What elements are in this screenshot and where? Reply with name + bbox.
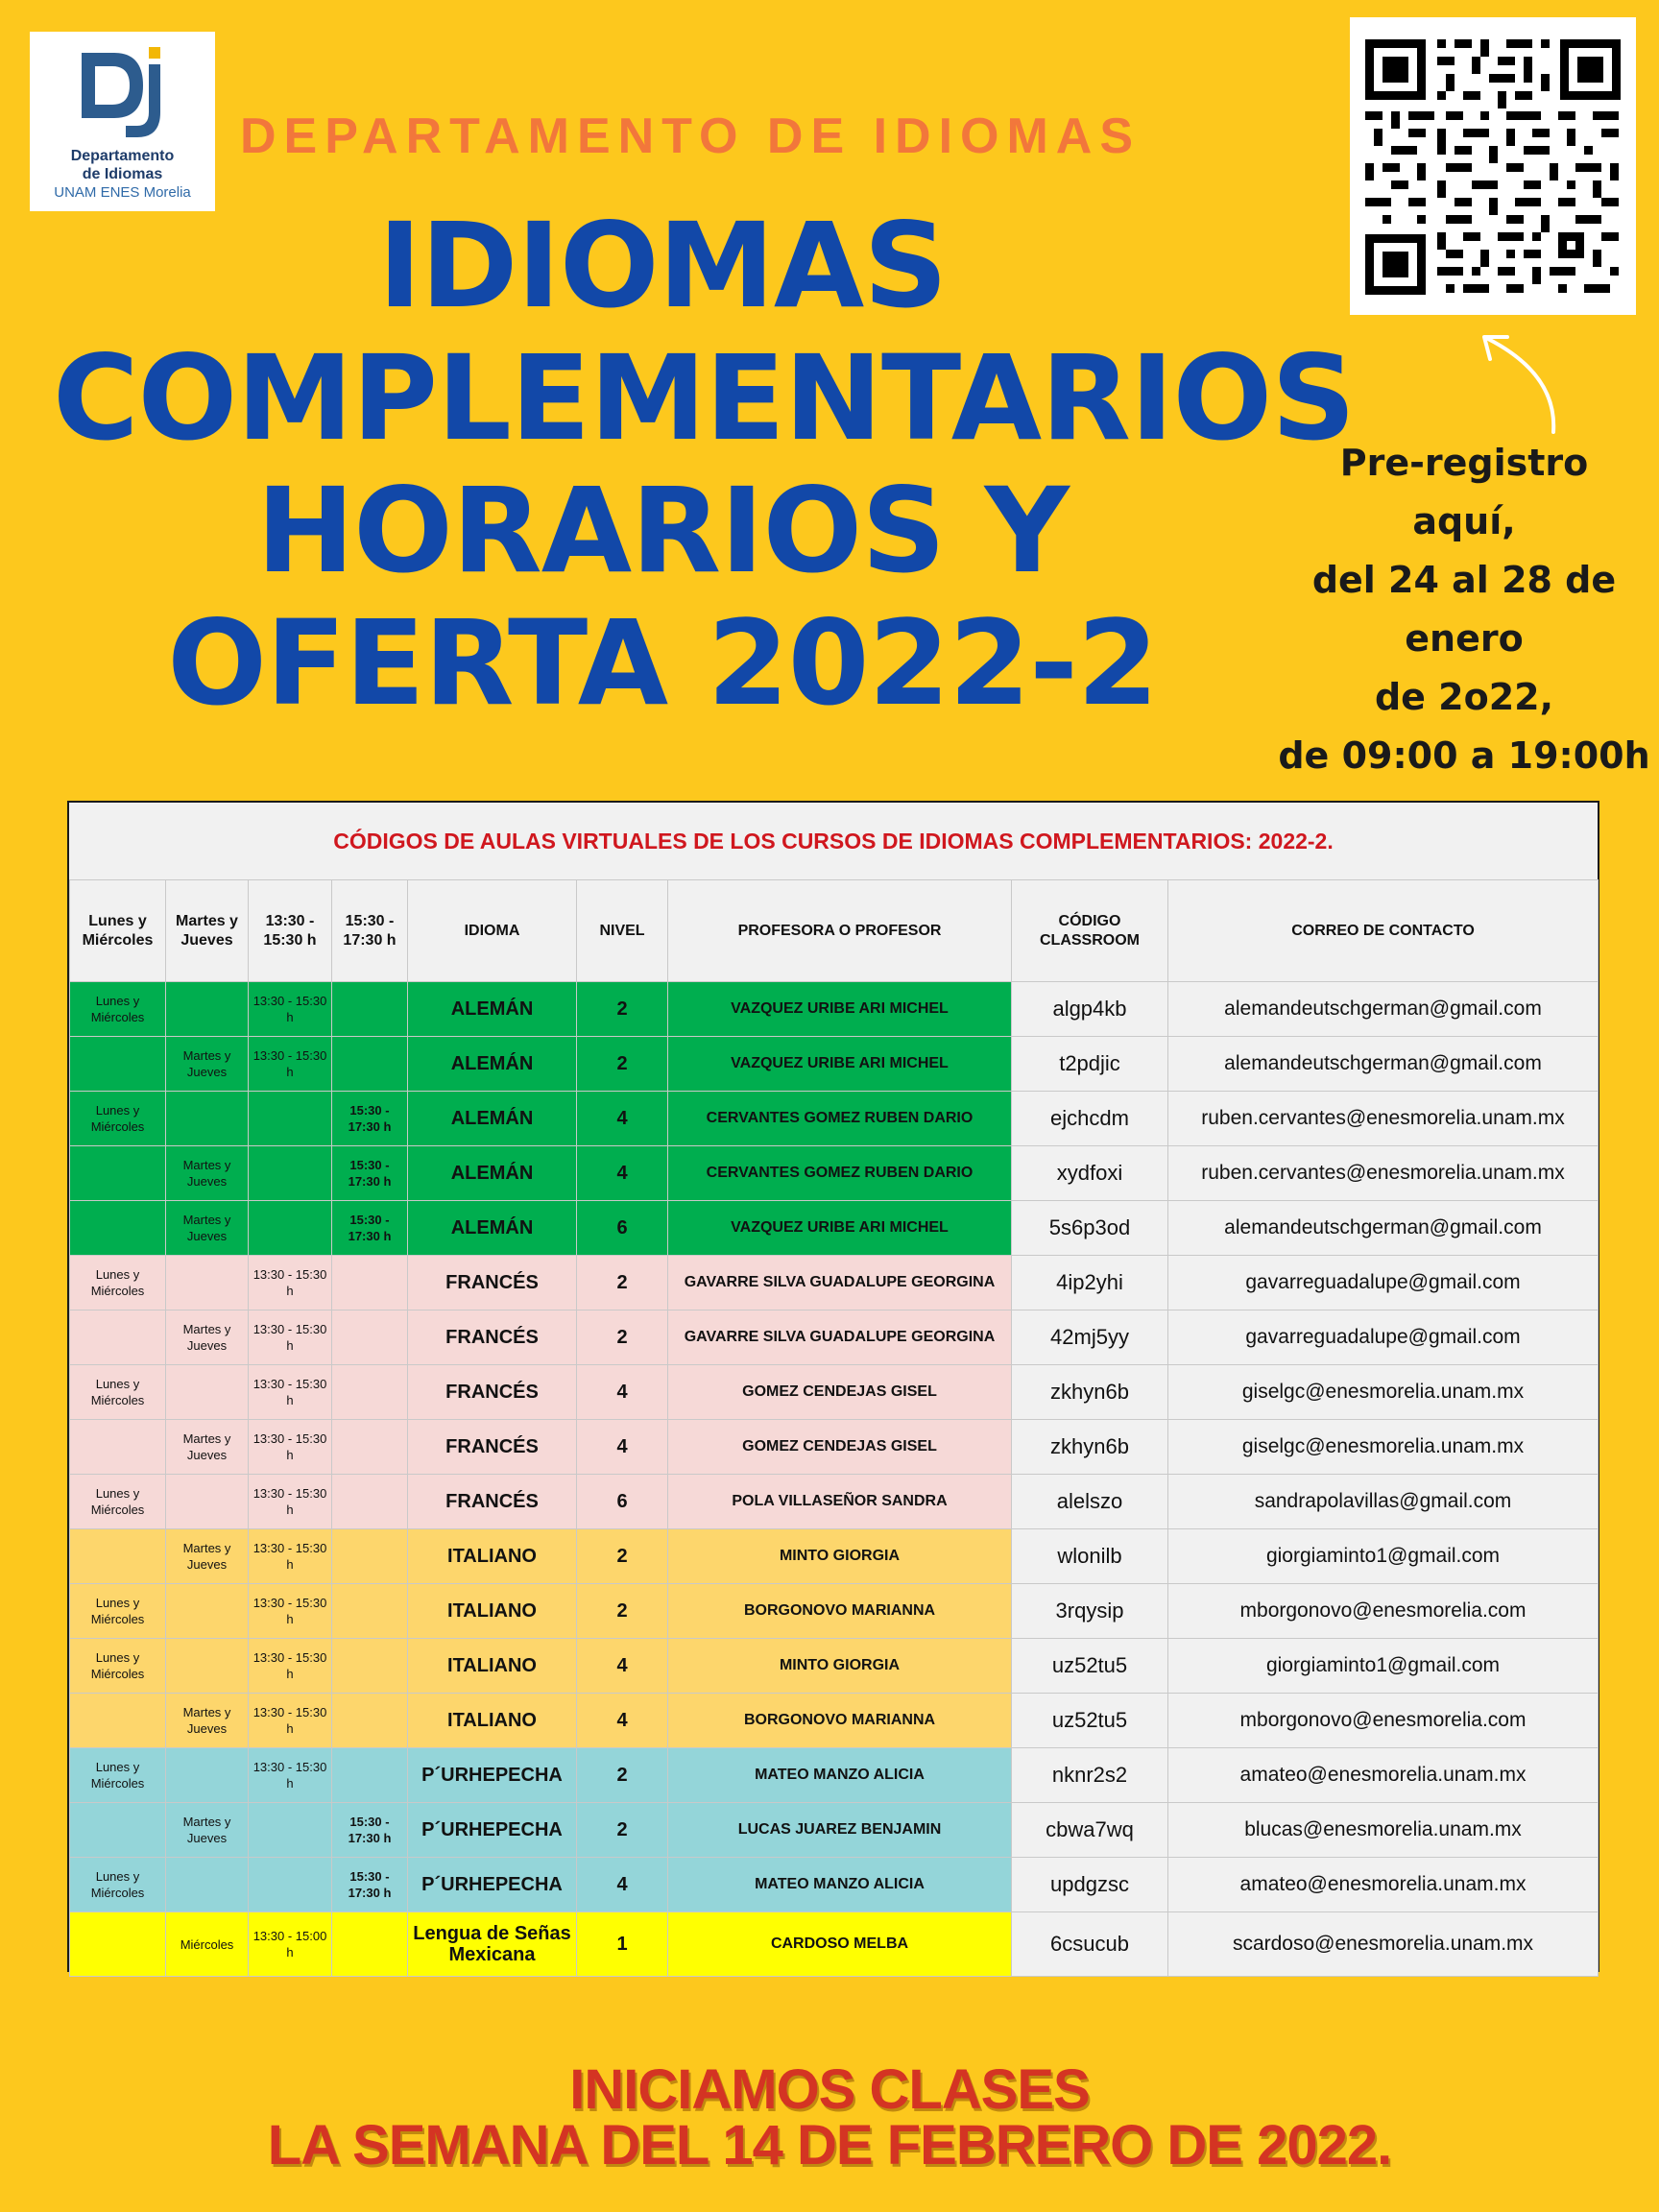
time-cell: 13:30 - 15:30 h — [249, 1748, 332, 1803]
teacher-cell: VAZQUEZ URIBE ARI MICHEL — [668, 982, 1012, 1037]
days-cell: Lunes y Miércoles — [70, 1256, 166, 1310]
contact-email-cell[interactable]: blucas@enesmorelia.unam.mx — [1168, 1803, 1599, 1858]
days-cell — [166, 982, 249, 1037]
language-cell: Lengua de Señas Mexicana — [408, 1912, 577, 1977]
time-cell — [249, 1146, 332, 1201]
teacher-cell: VAZQUEZ URIBE ARI MICHEL — [668, 1201, 1012, 1256]
curved-arrow-icon — [1479, 331, 1565, 437]
language-cell: P´URHEPECHA — [408, 1858, 577, 1912]
column-header: PROFESORA O PROFESOR — [668, 880, 1012, 982]
preregistration-line: enero — [1405, 617, 1524, 660]
column-header: 15:30 - 17:30 h — [332, 880, 408, 982]
classroom-code-cell[interactable]: 6csucub — [1012, 1912, 1168, 1977]
days-cell — [166, 1748, 249, 1803]
classroom-code-cell[interactable]: zkhyn6b — [1012, 1420, 1168, 1475]
table-row — [70, 982, 1599, 1037]
days-cell: Martes y Jueves — [166, 1201, 249, 1256]
days-cell — [70, 1529, 166, 1584]
level-cell: 4 — [577, 1420, 668, 1475]
days-cell: Martes y Jueves — [166, 1529, 249, 1584]
column-header: CÓDIGO CLASSROOM — [1012, 880, 1168, 982]
time-cell: 15:30 - 17:30 h — [332, 1803, 408, 1858]
classroom-code-cell[interactable]: 4ip2yhi — [1012, 1256, 1168, 1310]
level-cell: 2 — [577, 1748, 668, 1803]
table-row — [70, 1694, 1599, 1748]
classroom-code-cell[interactable]: updgzsc — [1012, 1858, 1168, 1912]
contact-email-cell[interactable]: ruben.cervantes@enesmorelia.unam.mx — [1168, 1092, 1599, 1146]
contact-email-cell[interactable]: ruben.cervantes@enesmorelia.unam.mx — [1168, 1146, 1599, 1201]
level-cell: 4 — [577, 1858, 668, 1912]
column-header: NIVEL — [577, 880, 668, 982]
level-cell: 4 — [577, 1694, 668, 1748]
logo-text-line1: Departamento — [70, 148, 175, 164]
teacher-cell: GOMEZ CENDEJAS GISEL — [668, 1420, 1012, 1475]
main-title — [53, 198, 1356, 732]
teacher-cell: MATEO MANZO ALICIA — [668, 1858, 1012, 1912]
qr-code-icon — [1365, 39, 1621, 295]
time-cell — [332, 1529, 408, 1584]
table-row — [70, 1201, 1599, 1256]
days-cell: Martes y Jueves — [166, 1694, 249, 1748]
start-classes-banner — [0, 2058, 1659, 2176]
table-caption: CÓDIGOS DE AULAS VIRTUALES DE LOS CURSOS DE IDIOMAS COMPLEMENTARIOS: 2022-2. — [69, 803, 1598, 880]
days-cell — [166, 1584, 249, 1639]
time-cell: 13:30 - 15:30 h — [249, 1256, 332, 1310]
classroom-code-cell[interactable]: uz52tu5 — [1012, 1639, 1168, 1694]
language-cell: ITALIANO — [408, 1694, 577, 1748]
language-cell: FRANCÉS — [408, 1310, 577, 1365]
table-row — [70, 1912, 1599, 1977]
course-table — [69, 879, 1599, 1977]
teacher-cell: BORGONOVO MARIANNA — [668, 1694, 1012, 1748]
teacher-cell: VAZQUEZ URIBE ARI MICHEL — [668, 1037, 1012, 1092]
teacher-cell: CERVANTES GOMEZ RUBEN DARIO — [668, 1146, 1012, 1201]
title-line: HORARIOS Y — [256, 463, 1069, 599]
table-row — [70, 1748, 1599, 1803]
teacher-cell: GOMEZ CENDEJAS GISEL — [668, 1365, 1012, 1420]
time-cell: 13:30 - 15:30 h — [249, 1584, 332, 1639]
days-cell: Lunes y Miércoles — [70, 1639, 166, 1694]
level-cell: 6 — [577, 1201, 668, 1256]
table-row — [70, 1365, 1599, 1420]
level-cell: 2 — [577, 1803, 668, 1858]
level-cell: 2 — [577, 1256, 668, 1310]
time-cell: 15:30 - 17:30 h — [332, 1858, 408, 1912]
language-cell: P´URHEPECHA — [408, 1803, 577, 1858]
days-cell — [70, 1803, 166, 1858]
table-row — [70, 1420, 1599, 1475]
table-row — [70, 1858, 1599, 1912]
classroom-code-cell[interactable]: 42mj5yy — [1012, 1310, 1168, 1365]
time-cell: 13:30 - 15:30 h — [249, 982, 332, 1037]
time-cell — [332, 1256, 408, 1310]
classroom-code-cell[interactable]: algp4kb — [1012, 982, 1168, 1037]
time-cell — [249, 1092, 332, 1146]
language-cell: ITALIANO — [408, 1584, 577, 1639]
days-cell — [70, 1201, 166, 1256]
days-cell: Lunes y Miércoles — [70, 982, 166, 1037]
table-row — [70, 1584, 1599, 1639]
days-cell — [166, 1092, 249, 1146]
time-cell — [332, 1639, 408, 1694]
time-cell: 13:30 - 15:30 h — [249, 1420, 332, 1475]
teacher-cell: MINTO GIORGIA — [668, 1639, 1012, 1694]
time-cell — [332, 1420, 408, 1475]
time-cell — [332, 1584, 408, 1639]
days-cell: Martes y Jueves — [166, 1037, 249, 1092]
time-cell — [332, 1310, 408, 1365]
title-line: COMPLEMENTARIOS — [53, 330, 1356, 467]
level-cell: 2 — [577, 1529, 668, 1584]
table-row — [70, 1256, 1599, 1310]
days-cell — [70, 1912, 166, 1977]
course-table-container — [67, 801, 1599, 1972]
level-cell: 2 — [577, 1310, 668, 1365]
contact-email-cell[interactable]: alemandeutschgerman@gmail.com — [1168, 1201, 1599, 1256]
contact-email-cell[interactable]: alemandeutschgerman@gmail.com — [1168, 982, 1599, 1037]
days-cell — [70, 1037, 166, 1092]
preregistration-line: Pre-registro — [1339, 442, 1589, 484]
level-cell: 2 — [577, 982, 668, 1037]
level-cell: 1 — [577, 1912, 668, 1977]
days-cell — [166, 1365, 249, 1420]
contact-email-cell[interactable]: amateo@enesmorelia.unam.mx — [1168, 1748, 1599, 1803]
time-cell — [332, 982, 408, 1037]
level-cell: 4 — [577, 1092, 668, 1146]
banner-line: INICIAMOS CLASES — [569, 2058, 1090, 2121]
teacher-cell: MINTO GIORGIA — [668, 1529, 1012, 1584]
contact-email-cell[interactable]: alemandeutschgerman@gmail.com — [1168, 1037, 1599, 1092]
dj-logo-icon — [68, 43, 176, 139]
classroom-code-cell[interactable]: cbwa7wq — [1012, 1803, 1168, 1858]
table-row — [70, 1639, 1599, 1694]
time-cell — [332, 1694, 408, 1748]
classroom-code-cell[interactable]: ejchcdm — [1012, 1092, 1168, 1146]
time-cell — [249, 1201, 332, 1256]
days-cell: Lunes y Miércoles — [70, 1365, 166, 1420]
contact-email-cell[interactable]: giorgiaminto1@gmail.com — [1168, 1529, 1599, 1584]
time-cell — [249, 1858, 332, 1912]
classroom-code-cell[interactable]: wlonilb — [1012, 1529, 1168, 1584]
time-cell: 13:30 - 15:30 h — [249, 1475, 332, 1529]
qr-code[interactable] — [1350, 17, 1636, 315]
days-cell — [166, 1639, 249, 1694]
table-row — [70, 1803, 1599, 1858]
time-cell: 15:30 - 17:30 h — [332, 1201, 408, 1256]
days-cell: Martes y Jueves — [166, 1803, 249, 1858]
days-cell — [166, 1858, 249, 1912]
time-cell — [332, 1748, 408, 1803]
classroom-code-cell[interactable]: nknr2s2 — [1012, 1748, 1168, 1803]
contact-email-cell[interactable]: sandrapolavillas@gmail.com — [1168, 1475, 1599, 1529]
teacher-cell: MATEO MANZO ALICIA — [668, 1748, 1012, 1803]
contact-email-cell[interactable]: gavarreguadalupe@gmail.com — [1168, 1310, 1599, 1365]
classroom-code-cell[interactable]: t2pdjic — [1012, 1037, 1168, 1092]
contact-email-cell[interactable]: amateo@enesmorelia.unam.mx — [1168, 1858, 1599, 1912]
logo-text-line2: de Idiomas — [82, 166, 163, 182]
column-header: CORREO DE CONTACTO — [1168, 880, 1599, 982]
title-line: IDIOMAS — [377, 198, 948, 334]
level-cell: 2 — [577, 1584, 668, 1639]
teacher-cell: CERVANTES GOMEZ RUBEN DARIO — [668, 1092, 1012, 1146]
time-cell — [332, 1037, 408, 1092]
days-cell — [70, 1146, 166, 1201]
time-cell: 15:30 - 17:30 h — [332, 1146, 408, 1201]
days-cell: Lunes y Miércoles — [70, 1748, 166, 1803]
days-cell — [70, 1310, 166, 1365]
preregistration-line: aquí, — [1412, 500, 1516, 542]
language-cell: ITALIANO — [408, 1529, 577, 1584]
time-cell: 13:30 - 15:30 h — [249, 1639, 332, 1694]
teacher-cell: BORGONOVO MARIANNA — [668, 1584, 1012, 1639]
language-cell: FRANCÉS — [408, 1475, 577, 1529]
teacher-cell: GAVARRE SILVA GUADALUPE GEORGINA — [668, 1256, 1012, 1310]
table-row — [70, 1529, 1599, 1584]
time-cell: 15:30 - 17:30 h — [332, 1092, 408, 1146]
level-cell: 4 — [577, 1365, 668, 1420]
time-cell: 13:30 - 15:30 h — [249, 1365, 332, 1420]
classroom-code-cell[interactable]: uz52tu5 — [1012, 1694, 1168, 1748]
level-cell: 6 — [577, 1475, 668, 1529]
time-cell: 13:30 - 15:30 h — [249, 1529, 332, 1584]
days-cell: Lunes y Miércoles — [70, 1858, 166, 1912]
logo-text-line3: UNAM ENES Morelia — [54, 184, 191, 201]
title-line: OFERTA 2022-2 — [167, 595, 1158, 732]
language-cell: FRANCÉS — [408, 1420, 577, 1475]
classroom-code-cell[interactable]: zkhyn6b — [1012, 1365, 1168, 1420]
table-row — [70, 1092, 1599, 1146]
table-row — [70, 1475, 1599, 1529]
level-cell: 4 — [577, 1146, 668, 1201]
days-cell — [166, 1475, 249, 1529]
language-cell: P´URHEPECHA — [408, 1748, 577, 1803]
column-header: 13:30 - 15:30 h — [249, 880, 332, 982]
preregistration-line: del 24 al 28 de — [1311, 559, 1617, 601]
column-header: Lunes y Miércoles — [70, 880, 166, 982]
classroom-code-cell[interactable]: 3rqysip — [1012, 1584, 1168, 1639]
contact-email-cell[interactable]: gavarreguadalupe@gmail.com — [1168, 1256, 1599, 1310]
table-body — [70, 982, 1599, 1977]
days-cell: Martes y Jueves — [166, 1310, 249, 1365]
days-cell — [70, 1694, 166, 1748]
preregistration-line: de 09:00 a 19:00h — [1278, 734, 1650, 777]
table-header-row — [70, 880, 1599, 982]
time-cell — [332, 1365, 408, 1420]
contact-email-cell[interactable]: scardoso@enesmorelia.unam.mx — [1168, 1912, 1599, 1977]
level-cell: 4 — [577, 1639, 668, 1694]
contact-email-cell[interactable]: giselgc@enesmorelia.unam.mx — [1168, 1420, 1599, 1475]
language-cell: ALEMÁN — [408, 982, 577, 1037]
language-cell: ALEMÁN — [408, 1092, 577, 1146]
days-cell — [166, 1256, 249, 1310]
days-cell — [70, 1420, 166, 1475]
time-cell — [249, 1803, 332, 1858]
time-cell: 13:30 - 15:30 h — [249, 1694, 332, 1748]
contact-email-cell[interactable]: giselgc@enesmorelia.unam.mx — [1168, 1365, 1599, 1420]
days-cell: Martes y Jueves — [166, 1146, 249, 1201]
table-row — [70, 1310, 1599, 1365]
language-cell: ALEMÁN — [408, 1201, 577, 1256]
language-cell: ALEMÁN — [408, 1037, 577, 1092]
teacher-cell: LUCAS JUAREZ BENJAMIN — [668, 1803, 1012, 1858]
language-cell: ALEMÁN — [408, 1146, 577, 1201]
preregistration-info — [1272, 434, 1656, 785]
time-cell: 13:30 - 15:30 h — [249, 1310, 332, 1365]
time-cell: 13:30 - 15:00 h — [249, 1912, 332, 1977]
days-cell: Miércoles — [166, 1912, 249, 1977]
teacher-cell: CARDOSO MELBA — [668, 1912, 1012, 1977]
preregistration-line: de 2o22, — [1374, 676, 1554, 718]
level-cell: 2 — [577, 1037, 668, 1092]
contact-email-cell[interactable]: mborgonovo@enesmorelia.com — [1168, 1584, 1599, 1639]
days-cell: Lunes y Miércoles — [70, 1584, 166, 1639]
contact-email-cell[interactable]: giorgiaminto1@gmail.com — [1168, 1639, 1599, 1694]
time-cell — [332, 1475, 408, 1529]
department-logo — [30, 32, 215, 211]
language-cell: FRANCÉS — [408, 1365, 577, 1420]
language-cell: ITALIANO — [408, 1639, 577, 1694]
language-cell: FRANCÉS — [408, 1256, 577, 1310]
teacher-cell: POLA VILLASEÑOR SANDRA — [668, 1475, 1012, 1529]
teacher-cell: GAVARRE SILVA GUADALUPE GEORGINA — [668, 1310, 1012, 1365]
classroom-code-cell[interactable]: alelszo — [1012, 1475, 1168, 1529]
table-row — [70, 1146, 1599, 1201]
days-cell: Martes y Jueves — [166, 1420, 249, 1475]
days-cell: Lunes y Miércoles — [70, 1092, 166, 1146]
banner-line: LA SEMANA DEL 14 DE FEBRERO DE 2022. — [267, 2114, 1392, 2176]
time-cell: 13:30 - 15:30 h — [249, 1037, 332, 1092]
table-row — [70, 1037, 1599, 1092]
classroom-code-cell[interactable]: xydfoxi — [1012, 1146, 1168, 1201]
days-cell: Lunes y Miércoles — [70, 1475, 166, 1529]
department-name: DEPARTAMENTO DE IDIOMAS — [240, 108, 1142, 164]
column-header: Martes y Jueves — [166, 880, 249, 982]
contact-email-cell[interactable]: mborgonovo@enesmorelia.com — [1168, 1694, 1599, 1748]
time-cell — [332, 1912, 408, 1977]
column-header: IDIOMA — [408, 880, 577, 982]
classroom-code-cell[interactable]: 5s6p3od — [1012, 1201, 1168, 1256]
